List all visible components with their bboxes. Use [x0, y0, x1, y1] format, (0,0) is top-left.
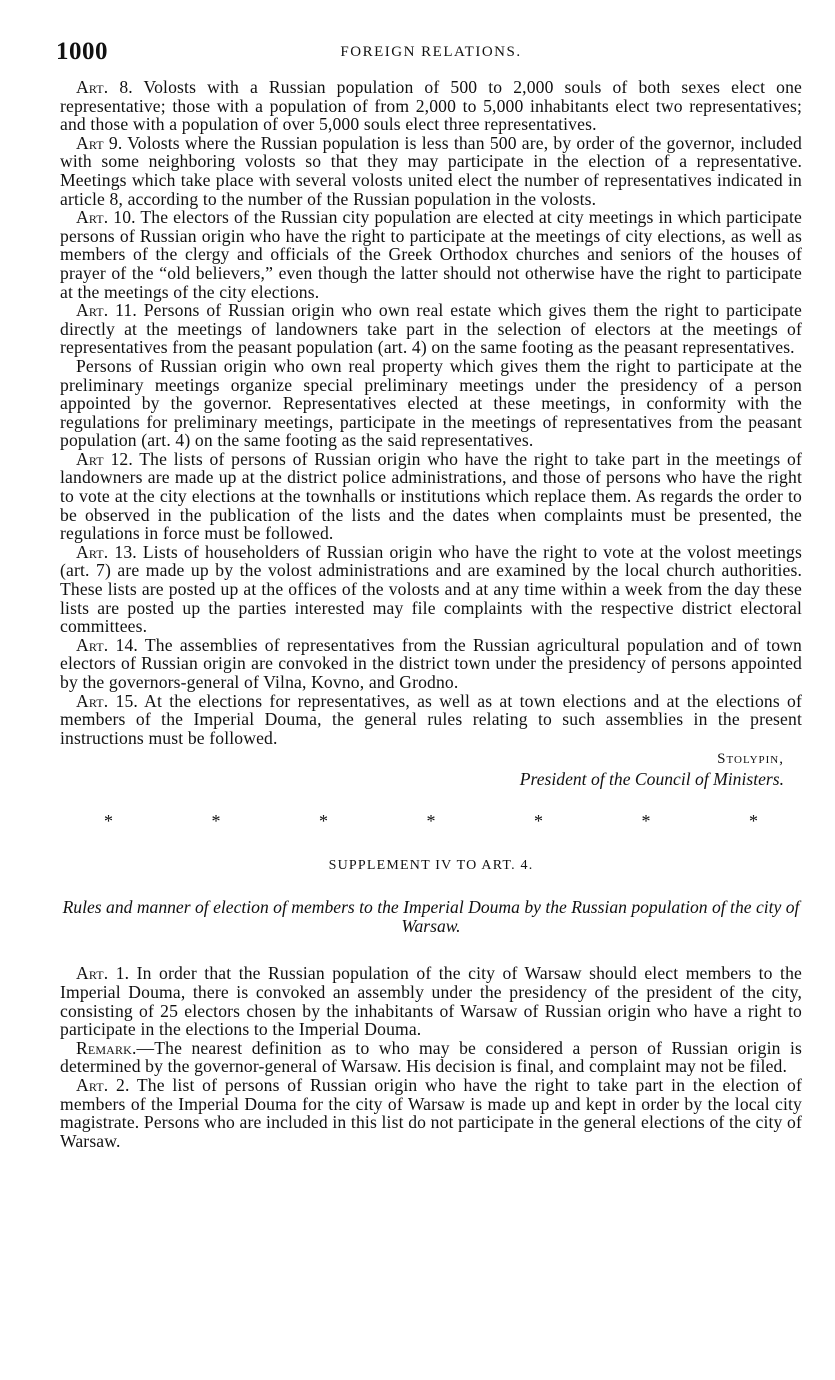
remark-text: —The nearest definition as to who may be considered a person of Russian origin is determined by the governor-general of Warsaw. His decision is final, and complaint may not be filed.	[60, 1037, 802, 1077]
running-head: FOREIGN RELATIONS.	[340, 44, 522, 60]
article-label: Art. 13.	[76, 541, 137, 562]
separator-star: *	[211, 811, 221, 832]
separator-star: *	[534, 811, 543, 832]
article-9-paragraph	[60, 134, 802, 208]
article-8-paragraph	[60, 78, 802, 134]
article-13-paragraph	[60, 543, 802, 636]
supplement-section	[60, 964, 802, 1150]
article-text: Persons of Russian origin who own real estate which gives them the right to participate directly at the meetings of landowners take part in the selection of electors at the meetings of representatives from the peasant population (art. 4) on the same footing as the peasant representatives.	[60, 300, 803, 358]
article-label: Art 12.	[76, 448, 133, 469]
signature-title: President of the Council of Ministers.	[519, 769, 784, 790]
article-text: The list of persons of Russian origin who have the right to take part in the election of members of the Imperial Douma for the city of Warsaw is made up and kept in order by the local city magistrate. Persons who are included in this list do not participate in the general elections of the city of Warsaw.	[60, 1074, 802, 1151]
separator-star: *	[426, 811, 436, 832]
article-text: Persons of Russian origin who own real property which gives them the right to participate at the preliminary meetings organize special preliminary meetings under the presidency of a person appointed by the governor. Representatives elected at these meetings, in conformity with the regulations for preliminary meetings, participate in the meetings of representatives from the peasant population (art. 4) on the same footing as the said representatives.	[60, 355, 802, 451]
article-11-paragraph	[60, 301, 802, 357]
article-label: Art. 8.	[76, 77, 133, 97]
remark-label: Remark.	[76, 1037, 137, 1058]
separator-star: *	[104, 811, 113, 832]
article-text: Volosts with a Russian population of 500 to 2,000 souls of both sexes elect one representative; those with a population of from 2,000 to 5,000 inhabitants elect two representatives; and those with a population of over 5,000 souls elect three representatives.	[60, 77, 802, 135]
article-text: The lists of persons of Russian origin who have the right to take part in the meetings of landowners are made up at the district police administrations, and those of persons who have the right to vote at the city elections at the townhalls or institutions which replace them. As regards the order to be observed in the publication of the lists and the dates when complaints must be presented, the regulations in force must be followed.	[60, 448, 802, 544]
supplement-article-2-paragraph	[60, 1076, 802, 1150]
supplement-article-1-paragraph	[60, 964, 802, 1038]
article-14-paragraph	[60, 636, 802, 692]
article-text: The assemblies of representatives from the Russian agricultural population and of town electors of Russian origin are convoked in the district town under the presidency of persons appointed by the governors-general of Vilna, Kovno, and Grodno.	[60, 634, 803, 692]
page-header	[56, 38, 802, 78]
signature-name: Stolypin,	[717, 751, 784, 768]
article-label: Art. 10.	[76, 207, 136, 228]
article-label: Art 9.	[76, 132, 123, 153]
separator-star: *	[641, 811, 651, 832]
separator-stars	[60, 789, 802, 832]
article-11-continuation-paragraph	[60, 357, 802, 450]
article-text: Lists of householders of Russian origin who have the right to vote at the volost meetings (art. 7) are made up by the volost administrations and are examined by the local church authorities. These lists are posted up at the offices of the volosts and at any time within a week from the day these lists are posted up the parties interested may file complaints with the respective district electoral committees.	[60, 541, 802, 637]
article-label: Art. 15.	[76, 690, 138, 711]
supplement-title: Rules and manner of election of members to the Imperial Douma by the Russian population of the city of Warsaw.	[62, 897, 800, 937]
supplement-remark-paragraph	[60, 1039, 802, 1076]
page-number: 1000	[56, 38, 108, 65]
article-10-paragraph	[60, 208, 802, 301]
article-text: At the elections for representatives, as well as at town elections and at the elections of members of the Imperial Douma, the general rules relating to such assemblies in the present instructions must be followed.	[60, 690, 802, 748]
separator-star: *	[749, 811, 758, 832]
article-label: Art. 14.	[76, 634, 138, 655]
article-12-paragraph	[60, 450, 802, 543]
article-15-paragraph	[60, 692, 802, 748]
article-text: Volosts where the Russian population is less than 500 are, by order of the governor, included with some neighboring volosts so that they may participate in the election of a representative. Meetings which take place with several volosts united elect the number of representatives indicated in article 8, according to the number of the Russian population in the volosts.	[60, 132, 802, 209]
article-label: Art. 11.	[76, 300, 137, 321]
article-label: Art. 2.	[76, 1074, 130, 1095]
article-label: Art. 1.	[76, 963, 130, 984]
separator-star: *	[319, 811, 328, 832]
articles-section	[60, 78, 802, 789]
article-text: The electors of the Russian city population are elected at city meetings in which participate persons of Russian origin who have the right to participate at the meetings of city elections, as well as members of the clergy and officials of the Greek Orthodox churches and seniors of the houses of prayer of the “old believers,” even though the latter should not otherwise have the right to participate at the meetings of the city elections.	[60, 207, 802, 302]
supplement-heading: SUPPLEMENT IV TO ART. 4.	[328, 858, 534, 874]
article-text: In order that the Russian population of the city of Warsaw should elect members to the Imperial Douma, there is convoked an assembly under the presidency of the president of the city, consisting of 25 electors chosen by the inhabitants of Warsaw of Russian origin who have a right to participate in the elections to the Imperial Douma.	[60, 963, 802, 1040]
document-page	[56, 38, 803, 1151]
